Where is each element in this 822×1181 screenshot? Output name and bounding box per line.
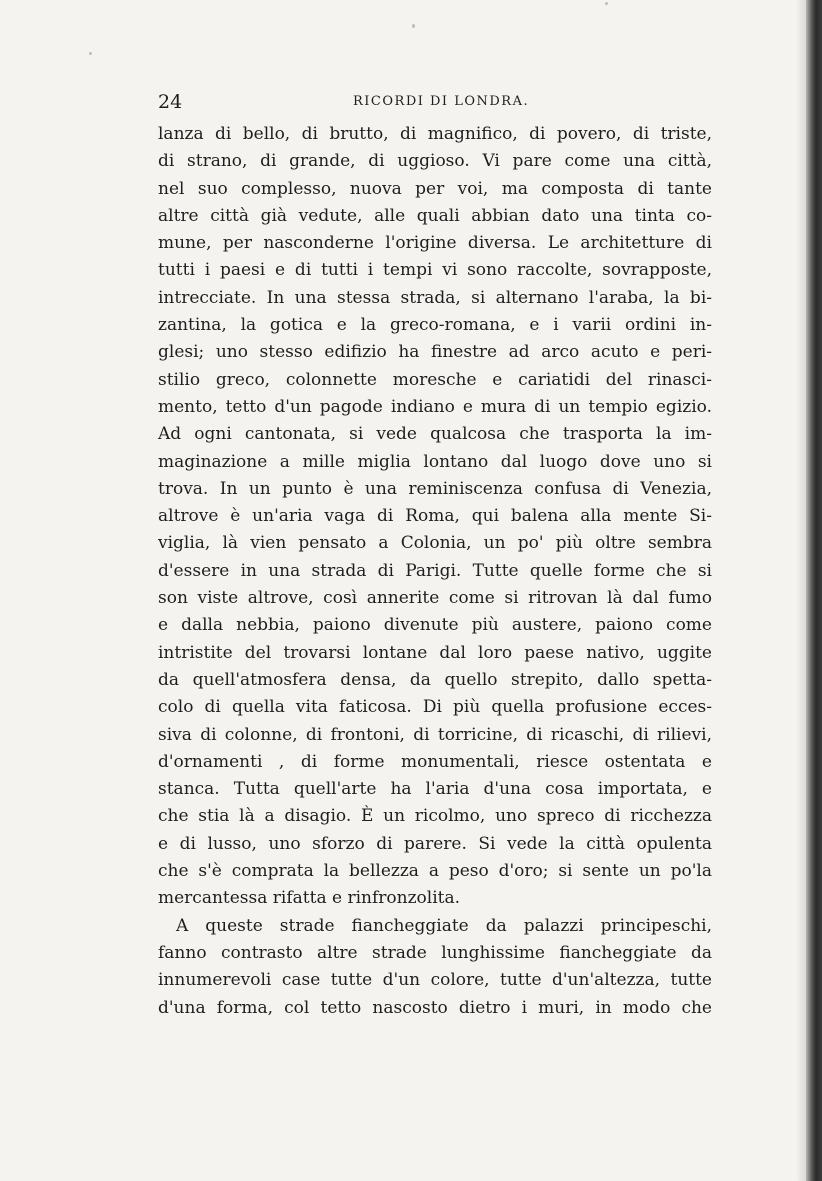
paper-speck [89, 52, 92, 55]
page-gutter-shade [796, 0, 806, 1181]
text-line: son viste altrove, così annerite come si ritrovan là dal fumo [158, 588, 712, 609]
text-line: innumerevoli case tutte d'un colore, tutte d'un'altezza, tutte [158, 970, 712, 991]
text-line: Ad ogni cantonata, si vede qualcosa che trasporta la im- [158, 424, 712, 445]
text-line: altre città già vedute, alle quali abbian dato una tinta co- [158, 205, 712, 226]
paper-speck [605, 2, 608, 5]
text-line: d'ornamenti , di forme monumentali, riesce ostentata e [158, 751, 712, 772]
text-line: nel suo complesso, nuova per voi, ma composta di tante [158, 178, 712, 199]
text-line: d'essere in una strada di Parigi. Tutte quelle forme che si [158, 560, 712, 581]
text-line: maginazione a mille miglia lontano dal luogo dove uno si [158, 451, 712, 472]
page-edge-shadow [806, 0, 822, 1181]
text-line: stilio greco, colonnette moresche e cariatidi del rinasci- [158, 369, 712, 390]
text-line: d'una forma, col tetto nascosto dietro i muri, in modo che [158, 997, 712, 1018]
running-head [158, 91, 712, 115]
text-line: e dalla nebbia, paiono divenute più austere, paiono come [158, 615, 712, 636]
paper-speck [412, 24, 415, 28]
text-line: da quell'atmosfera densa, da quello strepito, dallo spetta- [158, 669, 712, 690]
running-title: RICORDI DI LONDRA. [353, 94, 530, 109]
text-line: intrecciate. In una stessa strada, si alternano l'araba, la bi- [158, 287, 712, 308]
text-line: viglia, là vien pensato a Colonia, un po' più oltre sembra [158, 533, 712, 554]
text-line: mento, tetto d'un pagode indiano e mura di un tempio egizio. [158, 396, 712, 417]
text-line: siva di colonne, di frontoni, di torricine, di ricaschi, di rilievi, [158, 724, 712, 745]
text-line: e di lusso, uno sforzo di parere. Si vede la città opulenta [158, 833, 712, 854]
text-line: glesi; uno stesso edifizio ha finestre ad arco acuto e peri- [158, 342, 712, 363]
text-line: intristite del trovarsi lontane dal loro paese nativo, uggite [158, 642, 712, 663]
text-line: colo di quella vita faticosa. Di più quella profusione ecces- [158, 697, 712, 718]
text-line: lanza di bello, di brutto, di magnifico, di povero, di triste, [158, 124, 712, 144]
text-line: trova. In un punto è una reminiscenza confusa di Venezia, [158, 478, 712, 499]
text-line: A queste strade fiancheggiate da palazzi principeschi, [176, 915, 712, 936]
page-number: 24 [158, 91, 183, 113]
text-line: mune, per nasconderne l'origine diversa. Le architetture di [158, 233, 712, 254]
text-line: tutti i paesi e di tutti i tempi vi sono raccolte, sovrapposte, [158, 260, 712, 281]
text-line: mercantessa rifatta e rinfronzolita. [158, 888, 460, 909]
body-text [158, 121, 712, 1022]
text-line: che s'è comprata la bellezza a peso d'oro; si sente un po'la [158, 861, 712, 882]
text-line: di strano, di grande, di uggioso. Vi pare come una città, [158, 151, 712, 172]
text-line: che stia là a disagio. È un ricolmo, uno spreco di ricchezza [158, 806, 712, 827]
text-line: stanca. Tutta quell'arte ha l'aria d'una cosa importata, e [158, 779, 712, 800]
text-line: altrove è un'aria vaga di Roma, qui balena alla mente Si- [158, 506, 712, 527]
text-line: fanno contrasto altre strade lunghissime fiancheggiate da [158, 942, 712, 963]
text-line: zantina, la gotica e la greco-romana, e i varii ordini in- [158, 315, 712, 336]
